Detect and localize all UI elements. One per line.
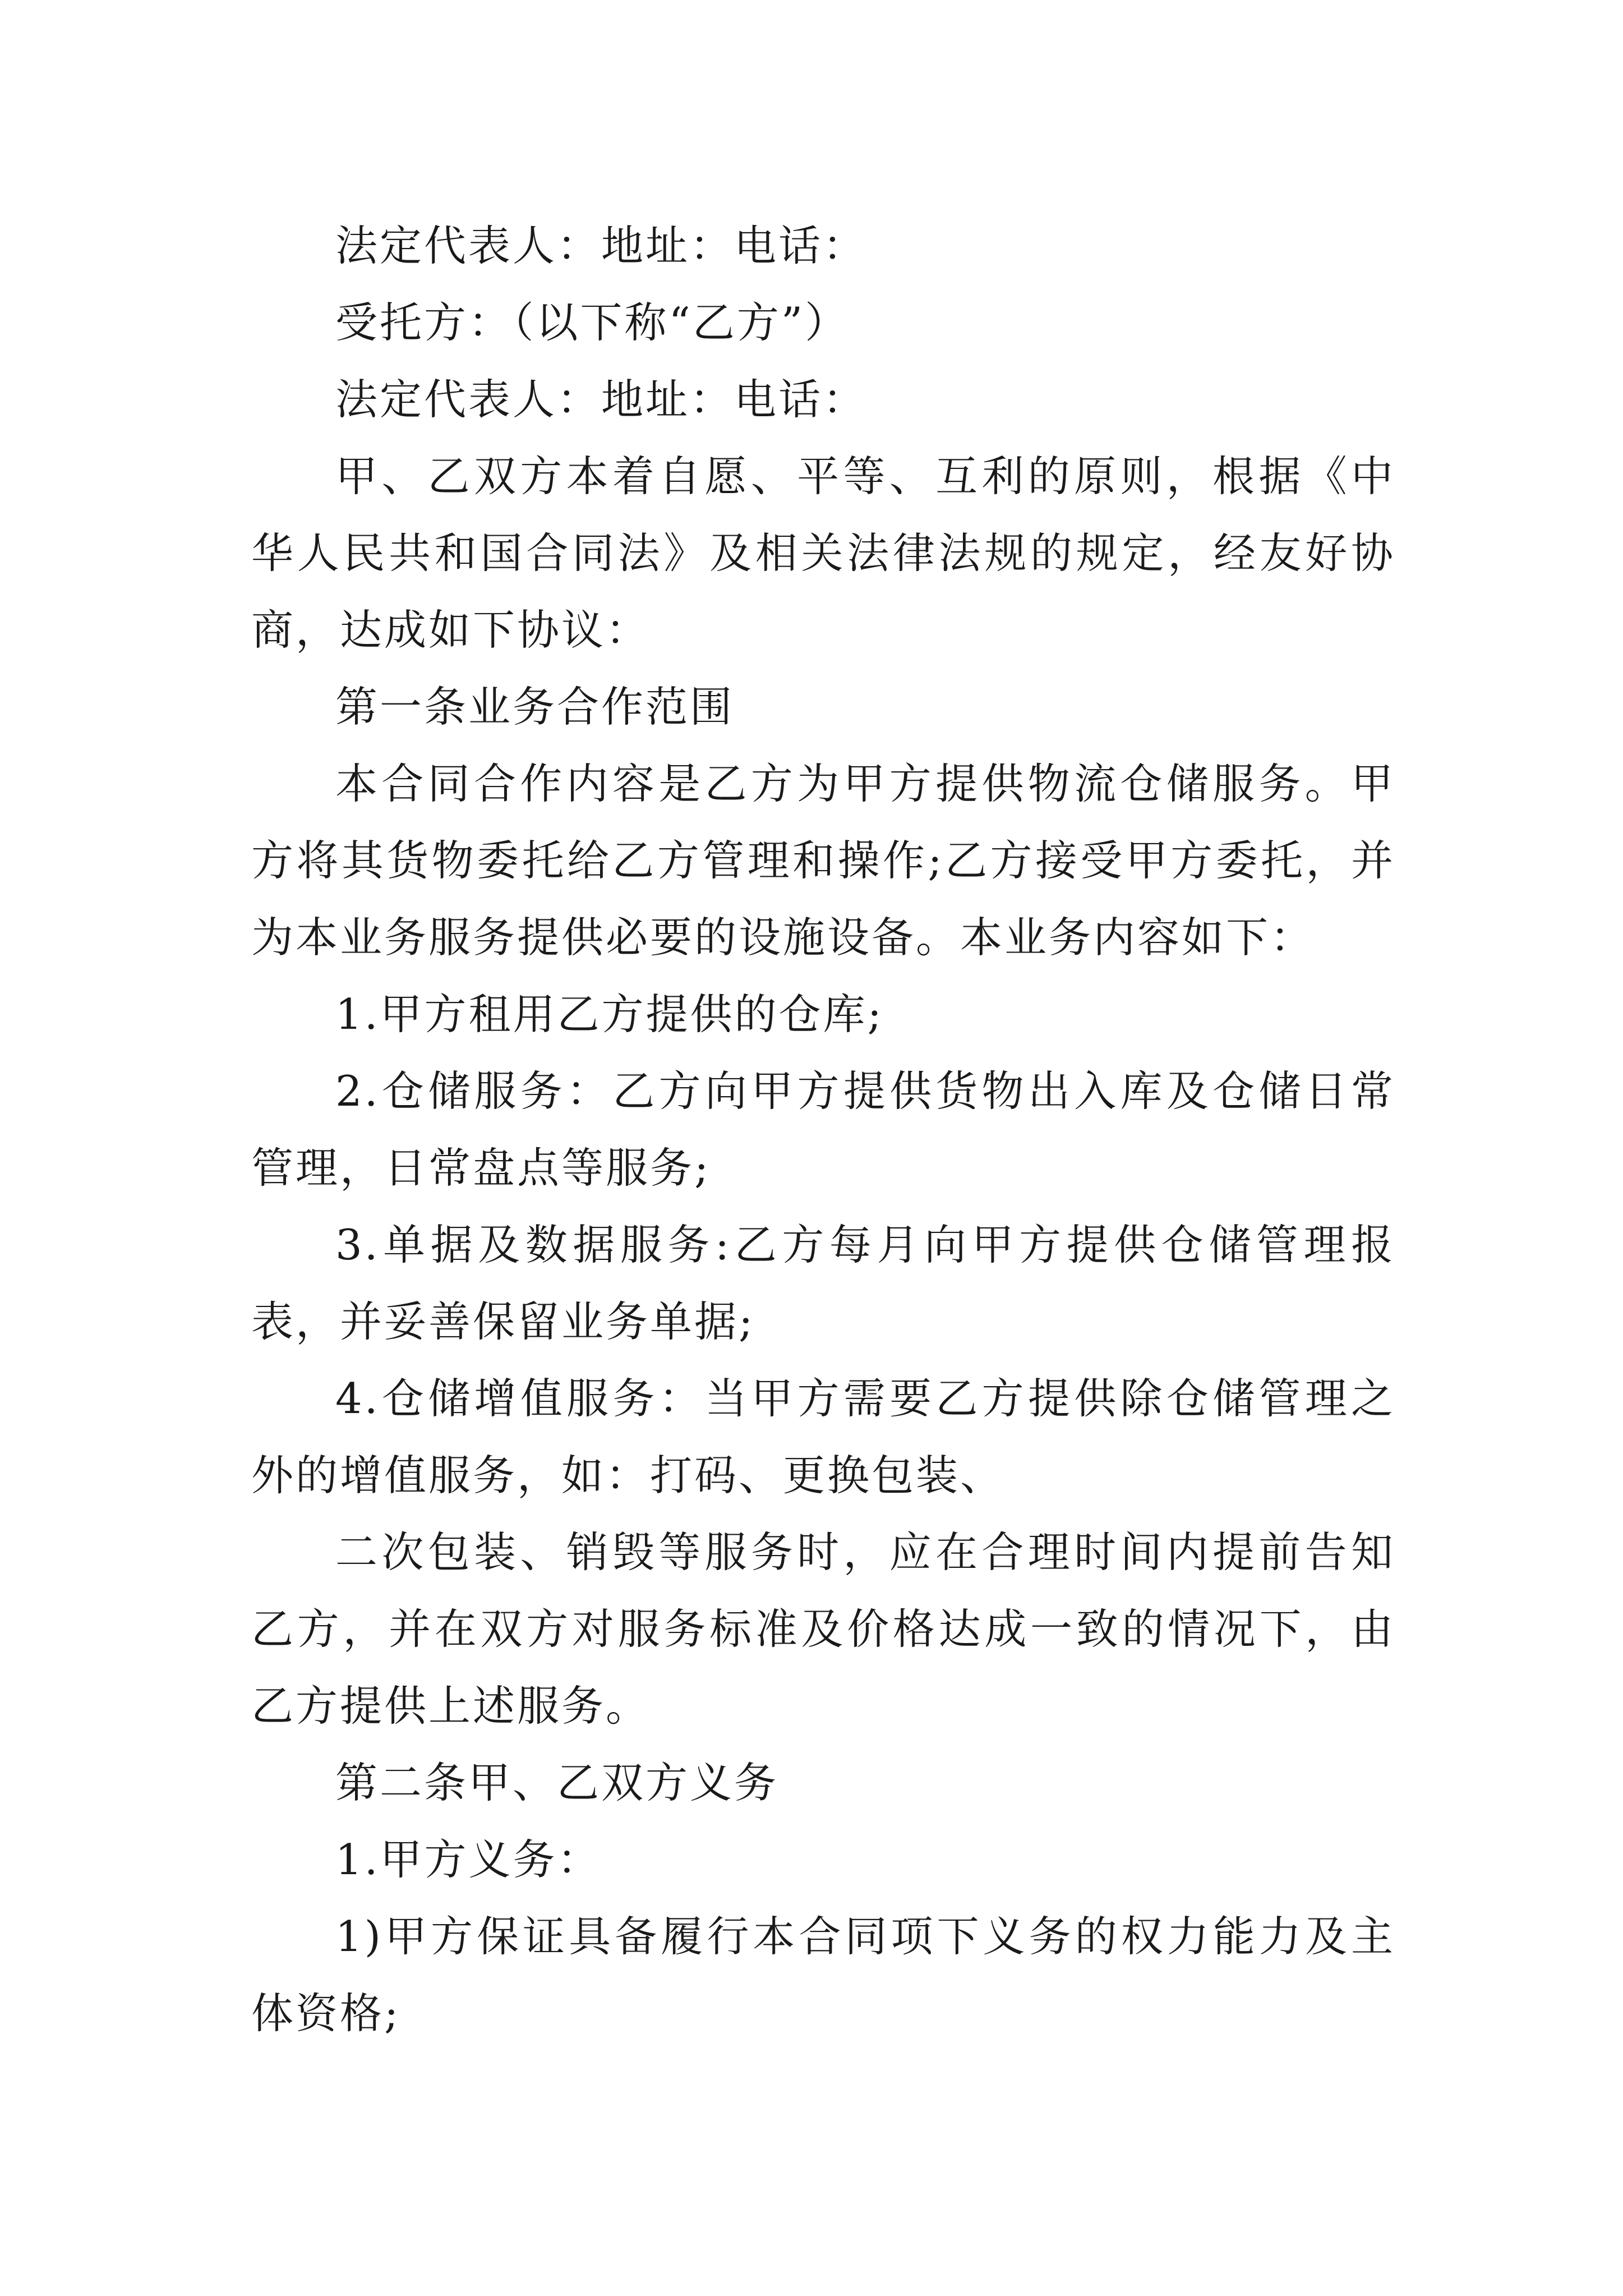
paragraph-preamble: 甲、乙双方本着自愿、平等、互利的原则，根据《中华人民共和国合同法》及相关法律法规的规定，经友好协商，达成如下协议： — [251, 452, 1395, 655]
subheading-party-a-duties: 1.甲方义务： — [335, 1835, 602, 1884]
paragraph-value-added: 二次包装、销毁等服务时，应在合理时间内提前告知乙方，并在双方对服务标准及价格达成一致的情况下，由乙方提供上述服务。 — [251, 1527, 1395, 1731]
list-item-party-a-1: 1)甲方保证具备履行本合同项下义务的权力能力及主体资格; — [251, 1912, 1395, 2038]
list-item-4: 4.仓储增值服务：当甲方需要乙方提供除仓储管理之外的增值服务，如：打码、更换包装、 — [251, 1374, 1395, 1500]
paragraph-trustee: 受托方：（以下称“乙方”） — [335, 298, 850, 347]
heading-article-1: 第一条业务合作范围 — [335, 682, 735, 731]
paragraph-legal-rep-1: 法定代表人：地址：电话： — [335, 221, 868, 270]
list-item-1: 1.甲方租用乙方提供的仓库; — [335, 990, 884, 1039]
heading-article-2: 第二条甲、乙双方义务 — [335, 1758, 779, 1807]
document-body — [251, 208, 1395, 2052]
list-item-2: 2.仓储服务：乙方向甲方提供货物出入库及仓储日常管理，日常盘点等服务; — [251, 1066, 1395, 1193]
paragraph-legal-rep-2: 法定代表人：地址：电话： — [335, 375, 868, 424]
list-item-3: 3.单据及数据服务:乙方每月向甲方提供仓储管理报表，并妥善保留业务单据; — [251, 1220, 1395, 1346]
paragraph-scope: 本合同合作内容是乙方为甲方提供物流仓储服务。甲方将其货物委托给乙方管理和操作;乙方接受甲方委托，并为本业务服务提供必要的设施设备。本业务内容如下： — [251, 759, 1395, 962]
